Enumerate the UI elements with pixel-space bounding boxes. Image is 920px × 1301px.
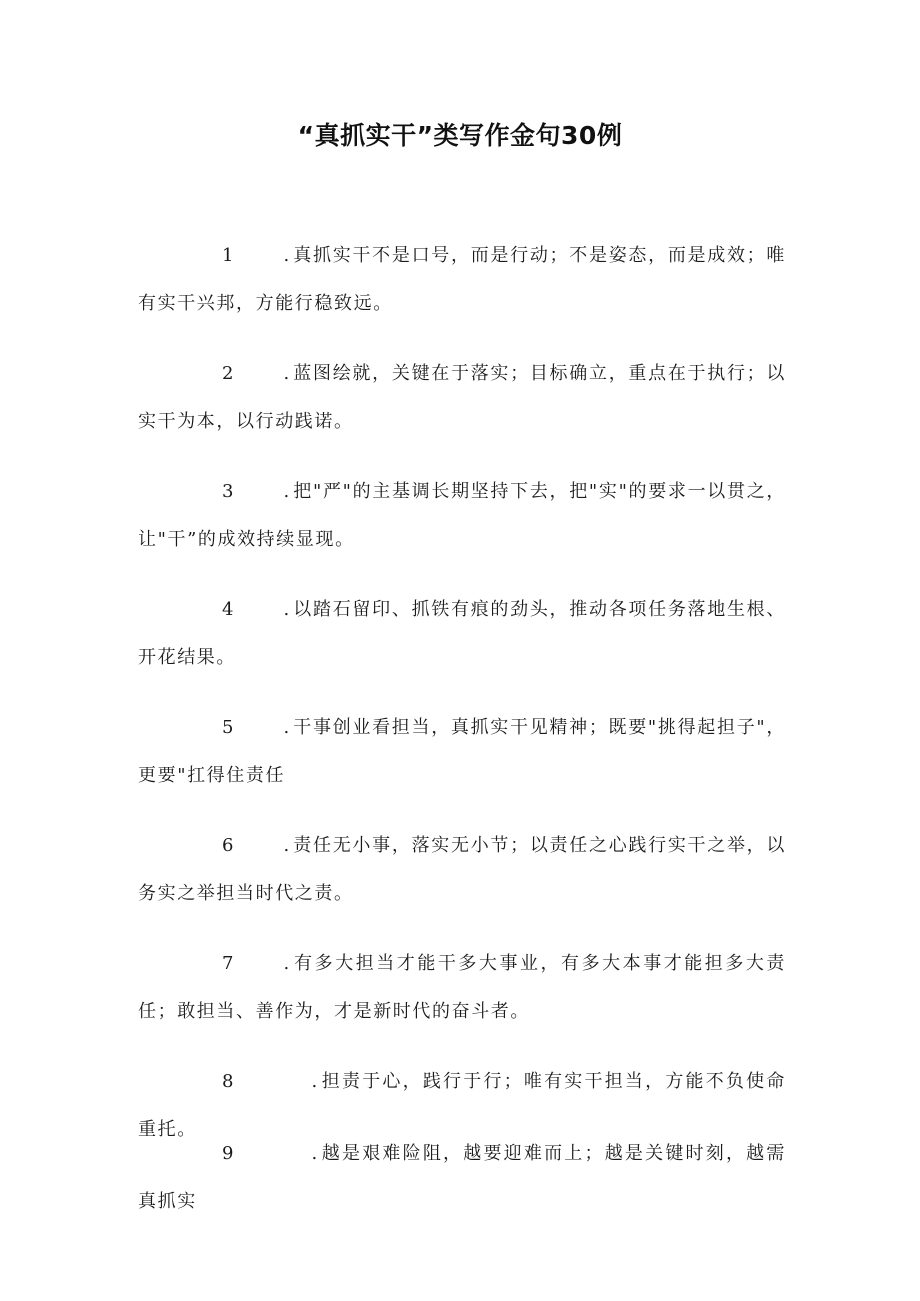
item-separator: . [283, 363, 290, 384]
item-text: 干事创业看担当，真抓实干见精神；既要"挑得起担子"，更要"扛得住责任 [138, 717, 786, 786]
item-separator: . [283, 835, 290, 856]
item-number: 9 [222, 1143, 234, 1164]
item-separator: . [311, 1071, 318, 1092]
item-separator: . [283, 481, 290, 502]
list-item [138, 1130, 786, 1226]
item-text: 把"严"的主基调长期坚持下去，把"实"的要求一以贯之，让"干”的成效持续显现。 [138, 481, 786, 550]
list-item [138, 704, 786, 800]
list-item [138, 822, 786, 918]
item-separator: . [283, 717, 290, 738]
list-item [138, 586, 786, 682]
item-number: 1 [222, 245, 234, 266]
item-separator: . [283, 245, 290, 266]
item-text: 真抓实干不是口号，而是行动；不是姿态，而是成效；唯有实干兴邦，方能行稳致远。 [138, 245, 786, 314]
item-number: 6 [222, 835, 234, 856]
item-number: 4 [222, 599, 234, 620]
item-number: 7 [222, 953, 234, 974]
item-text: 以踏石留印、抓铁有痕的劲头，推动各项任务落地生根、开花结果。 [138, 599, 786, 668]
list-item [138, 232, 786, 328]
item-text: 担责于心，践行于行；唯有实干担当，方能不负使命重托。 [138, 1071, 786, 1140]
item-number: 5 [222, 717, 234, 738]
item-text: 越是艰难险阻，越要迎难而上；越是关键时刻，越需真抓实 [138, 1143, 786, 1212]
item-text: 有多大担当才能干多大事业，有多大本事才能担多大责任；敢担当、善作为，才是新时代的奋斗者。 [138, 953, 786, 1022]
document-title: “真抓实干”类写作金句30例 [297, 121, 623, 150]
item-separator: . [311, 1143, 318, 1164]
item-number: 3 [222, 481, 234, 502]
item-text: 蓝图绘就，关键在于落实；目标确立，重点在于执行；以实干为本，以行动践诺。 [138, 363, 786, 432]
item-text: 责任无小事，落实无小节；以责任之心践行实干之举，以务实之举担当时代之责。 [138, 835, 786, 904]
item-number: 2 [222, 363, 234, 384]
list-item [138, 350, 786, 446]
list-item [138, 940, 786, 1036]
item-separator: . [283, 599, 290, 620]
item-separator: . [283, 953, 290, 974]
list-item [138, 468, 786, 564]
item-number: 8 [222, 1071, 234, 1092]
